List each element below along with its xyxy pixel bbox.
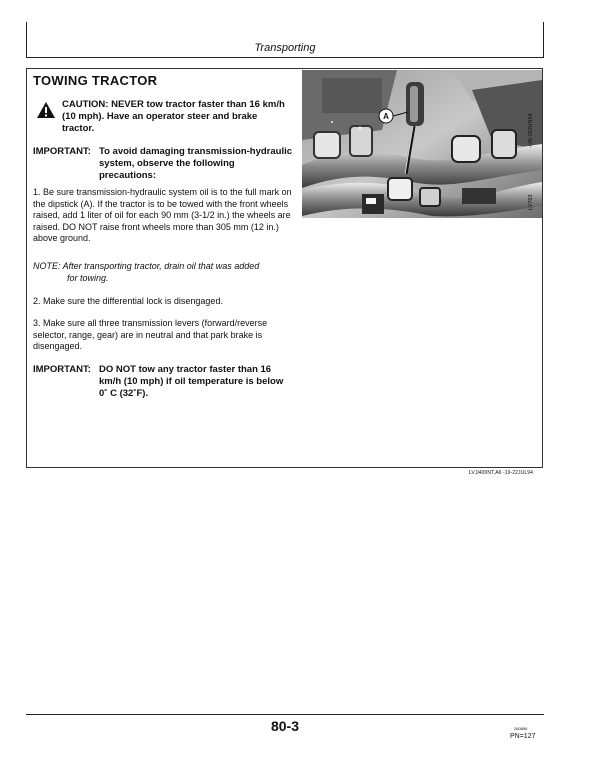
important-body: To avoid damaging transmission-hydraulic system, observe the following precautions: [99, 146, 293, 181]
section-title: TOWING TRACTOR [33, 73, 158, 88]
important-body: DO NOT tow any tractor faster than 16 km/h (10 mph) if oil temperature is below 0˚ C (32˚F). [99, 364, 284, 399]
reference-code: LV,0400NT,A6 -19-22JUL94 [468, 470, 533, 476]
note-first-line: NOTE: After transporting tractor, drain oil that was added [33, 261, 260, 271]
important-label: IMPORTANT: [33, 364, 91, 375]
warning-triangle-icon [36, 101, 56, 119]
note [33, 261, 295, 284]
step-3: 3. Make sure all three transmission levers (forward/reverse selector, range, gear) are in neutral and that park brake is disengaged. [33, 318, 268, 351]
note-second-line: for towing. [67, 272, 109, 283]
caution-block [36, 99, 286, 135]
dipstick-photo [302, 70, 542, 218]
step-1: 1. Be sure transmission-hydraulic system oil is to the full mark on the dipstick (A). If the tractor is to be towed with the front wheels raised, add 1 liter of oil for each 90 mm (3-1/2 in.) the wheels are raised. DO NOT raise front wheels more than 305 mm (12 in.) above ground. [33, 187, 292, 243]
footer-pn: PN=127 [510, 733, 536, 740]
page-number: 80-3 [270, 718, 300, 734]
callout-label: A [383, 112, 389, 121]
frame-footer [26, 470, 543, 478]
step-2: 2. Make sure the differential lock is disengaged. [33, 296, 223, 306]
important-notice-2 [33, 364, 293, 400]
caution-text: CAUTION: NEVER tow tractor faster than 16 km/h (10 mph). Have an operator steer and brake tractor. [62, 99, 285, 134]
footer-small-code: 260896 [514, 726, 528, 731]
footer-rule [26, 714, 544, 715]
photo-side-code-bottom: LV763 [528, 194, 534, 210]
running-head: Transporting [254, 42, 316, 54]
important-notice-1 [33, 146, 293, 182]
header-rule [26, 57, 544, 58]
dipstick-photo-drawing [302, 70, 542, 218]
photo-side-code-top: -UN-20JUN94 [528, 113, 534, 148]
important-label: IMPORTANT: [33, 146, 91, 157]
